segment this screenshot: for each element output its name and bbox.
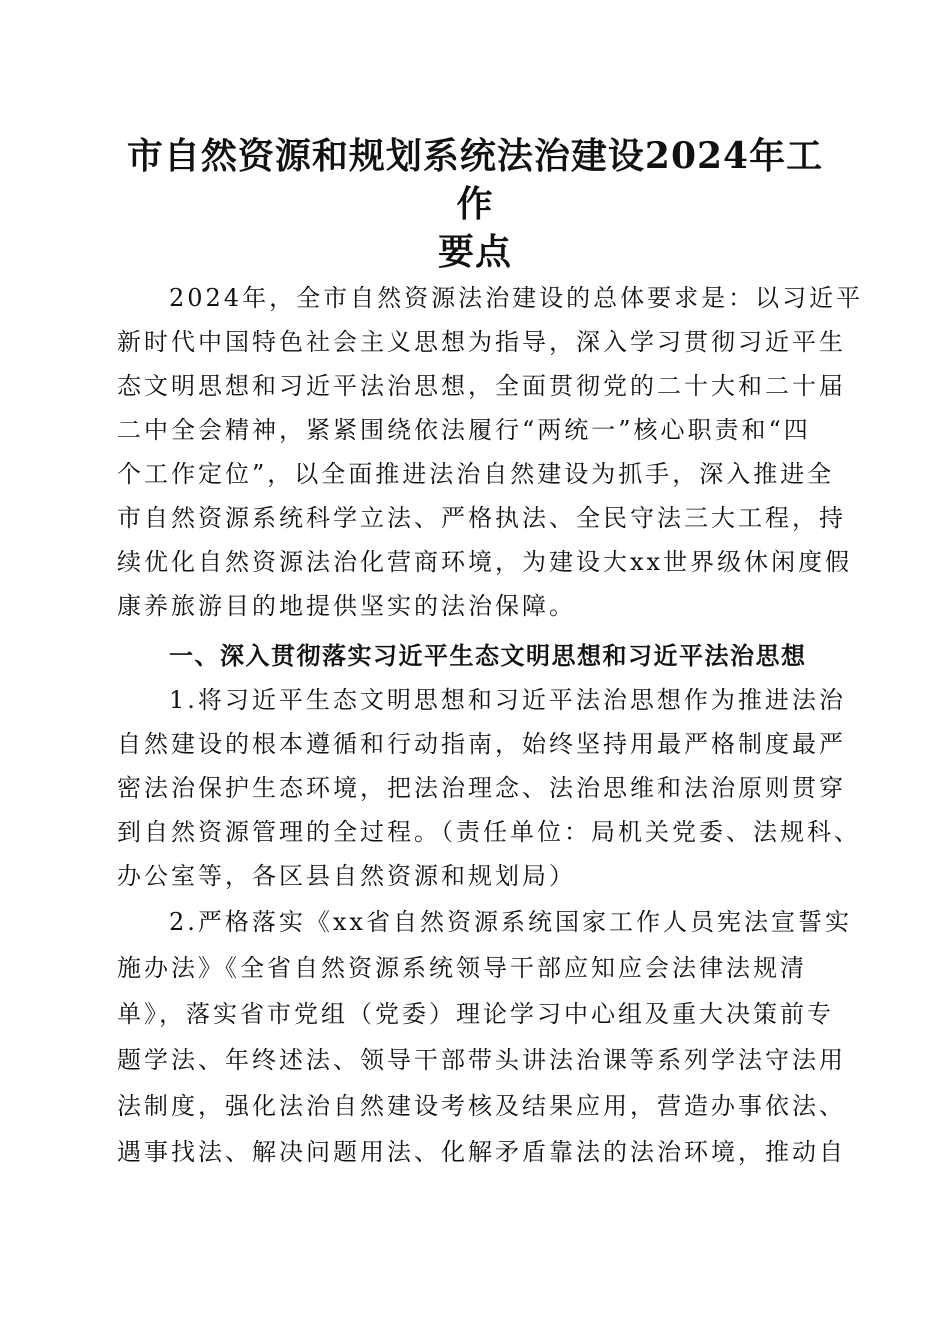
item-line: 施办法》《全省自然资源系统领导干部应知应会法律法规清 [117,954,807,982]
paragraph-line: 二中全会精神，紧紧围绕依法履行“两统一”核心职责和“四 [117,416,811,444]
item-line: 2.严格落实《xx省自然资源系统国家工作人员宪法宣誓实 [169,908,852,936]
item-line: 题学法、年终述法、领导干部带头讲法治课等系列学法守法用 [117,1046,846,1074]
section-heading: 一、深入贯彻落实习近平生态文明思想和习近平法治思想 [169,642,807,670]
paragraph-line: 续优化自然资源法治化营商环境，为建设大xx世界级休闲度假 [117,548,853,576]
item-line: 遇事找法、解决问题用法、化解矛盾靠法的法治环境，推动自 [117,1138,846,1166]
paragraph-line: 康养旅游目的地提供坚实的法治保障。 [117,592,576,620]
paragraph-line: 市自然资源系统科学立法、严格执法、全民守法三大工程，持 [117,504,846,532]
paragraph-line: 2024年，全市自然资源法治建设的总体要求是：以习近平 [169,284,864,312]
title-line-2: 要点 [437,231,512,273]
title-line-1: 市自然资源和规划系统法治建设2024年工作 [126,135,824,225]
document-title [120,132,830,276]
paragraph-line: 态文明思想和习近平法治思想，全面贯彻党的二十大和二十届 [117,372,846,400]
item-line: 到自然资源管理的全过程。（责任单位：局机关党委、法规科、 [117,818,861,846]
item-line: 1.将习近平生态文明思想和习近平法治思想作为推进法治 [169,686,846,714]
item-line: 自然建设的根本遵循和行动指南，始终坚持用最严格制度最严 [117,730,846,758]
item-line: 办公室等，各区县自然资源和规划局） [117,862,576,890]
paragraph-line: 个工作定位”，以全面推进法治自然建设为抓手，深入推进全 [117,460,835,488]
item-line: 单》，落实省市党组（党委）理论学习中心组及重大决策前专 [117,1000,834,1028]
item-line: 密法治保护生态环境，把法治理念、法治思维和法治原则贯穿 [117,774,846,802]
item-line: 法制度，强化法治自然建设考核及结果应用，营造办事依法、 [117,1092,846,1120]
paragraph-line: 新时代中国特色社会主义思想为指导，深入学习贯彻习近平生 [117,328,846,356]
